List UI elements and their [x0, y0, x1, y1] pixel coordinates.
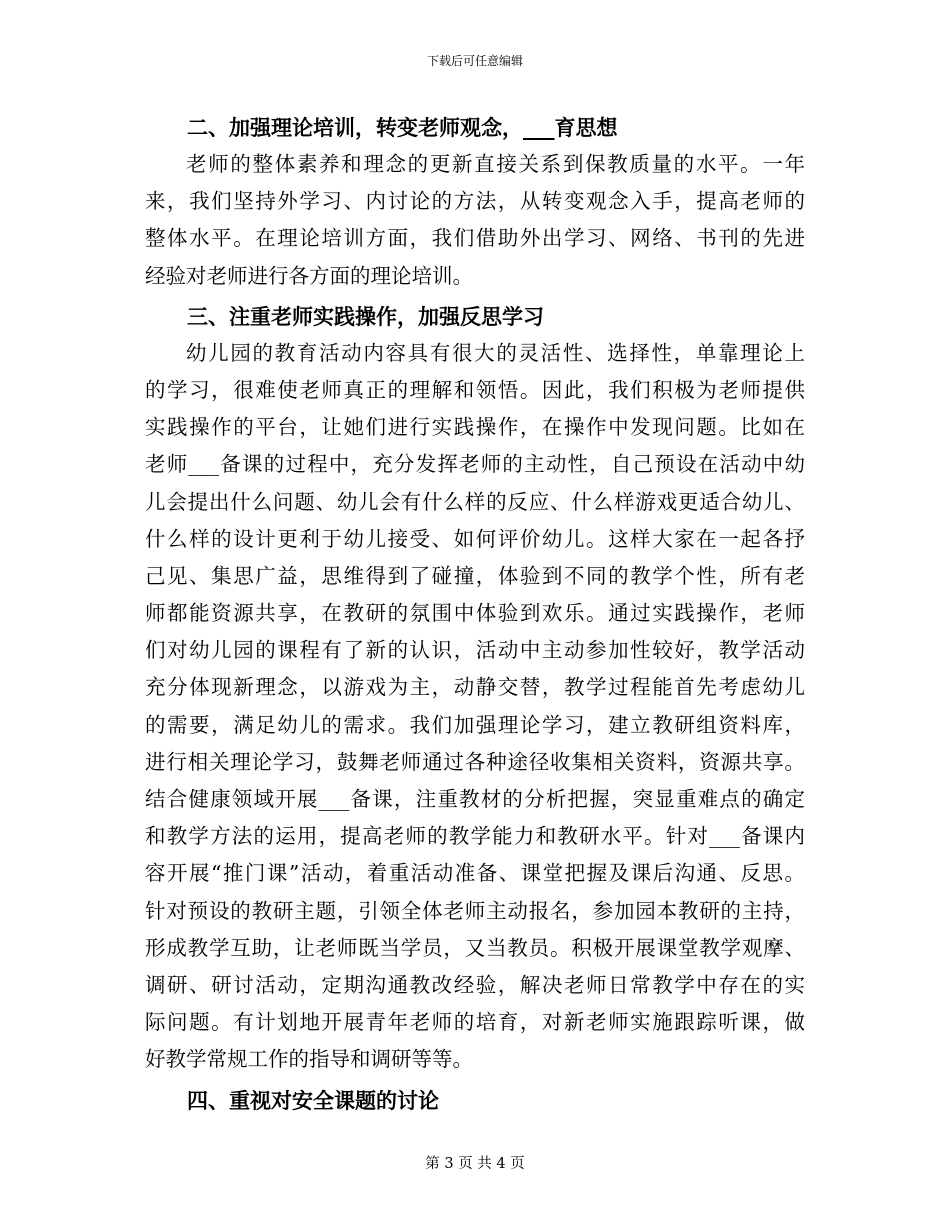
- paragraph-line: 的需要，满足幼儿的需求。我们加强理论学习，建立教研组资料库，: [145, 712, 805, 737]
- paragraph-line: 调研、研讨活动，定期沟通教改经验，解决老师日常教学中存在的实: [145, 972, 805, 997]
- paragraph-line: 老师的整体素养和理念的更新直接关系到保教质量的水平。一年: [186, 152, 805, 176]
- section-heading-4: 四、重视对安全课题的讨论: [187, 1088, 439, 1113]
- paragraph-line: 幼儿园的教育活动内容具有很大的灵活性、选择性，单靠理论上: [186, 340, 805, 365]
- paragraph-line: 己见、集思广益，思维得到了碰撞，体验到不同的教学个性，所有老: [145, 563, 805, 588]
- paragraph-line: 师都能资源共享，在教研的氛围中体验到欢乐。通过实践操作，老师: [145, 601, 805, 626]
- paragraph-line: 什么样的设计更利于幼儿接受、如何评价幼儿。这样大家在一起各抒: [145, 526, 805, 551]
- paragraph-line: 老师___备课的过程中，充分发挥老师的主动性，自己预设在活动中幼: [145, 452, 805, 477]
- paragraph-line: 充分体现新理念，以游戏为主，动静交替，教学过程能首先考虑幼儿: [145, 675, 805, 700]
- paragraph-line: 儿会提出什么问题、幼儿会有什么样的反应、什么样游戏更适合幼儿、: [145, 489, 805, 514]
- paragraph-line: 的学习，很难使老师真正的理解和领悟。因此，我们积极为老师提供: [145, 377, 805, 402]
- paragraph-line: 整体水平。在理论培训方面，我们借助外出学习、网络、书刊的先进: [145, 226, 805, 251]
- paragraph-line: 实践操作的平台，让她们进行实践操作，在操作中发现问题。比如在: [145, 415, 805, 440]
- document-body: [145, 110, 805, 1119]
- section-heading-2: 二、加强理论培训，转变老师观念，___育思想: [187, 116, 618, 140]
- paragraph-line: 形成教学互助，让老师既当学员，又当教员。积极开展课堂教学观摩、: [145, 935, 805, 960]
- page-number: 第 3 页 共 4 页: [425, 1156, 525, 1172]
- section-paragraph-2: [145, 146, 805, 295]
- paragraph-line: 来，我们坚持外学习、内讨论的方法，从转变观念入手，提高老师的: [145, 189, 805, 214]
- paragraph-line: 针对预设的教研主题，引领全体老师主动报名，参加园本教研的主持，: [145, 898, 805, 923]
- paragraph-line: 容开展“推门课”活动，着重活动准备、课堂把握及课后沟通、反思。: [145, 861, 805, 886]
- page-header-note: 下载后可任意编辑: [426, 54, 523, 68]
- section-heading-3: 三、注重老师实践操作，加强反思学习: [187, 304, 544, 329]
- paragraph-line: 和教学方法的运用，提高老师的教学能力和教研水平。针对___备课内: [145, 824, 805, 849]
- paragraph-line: 经验对老师进行各方面的理论培训。: [145, 263, 473, 288]
- paragraph-line: 结合健康领域开展___备课，注重教材的分析把握，突显重难点的确定: [145, 787, 805, 811]
- paragraph-line: 际问题。有计划地开展青年老师的培育，对新老师实施跟踪听课，做: [145, 1010, 805, 1035]
- paragraph-line: 好教学常规工作的指导和调研等等。: [145, 1047, 473, 1072]
- paragraph-line: 们对幼儿园的课程有了新的认识，活动中主动参加性较好，教学活动: [145, 638, 805, 663]
- section-paragraph-3: [145, 335, 805, 1079]
- paragraph-line: 进行相关理论学习，鼓舞老师通过各种途径收集相关资料，资源共享。: [145, 749, 805, 774]
